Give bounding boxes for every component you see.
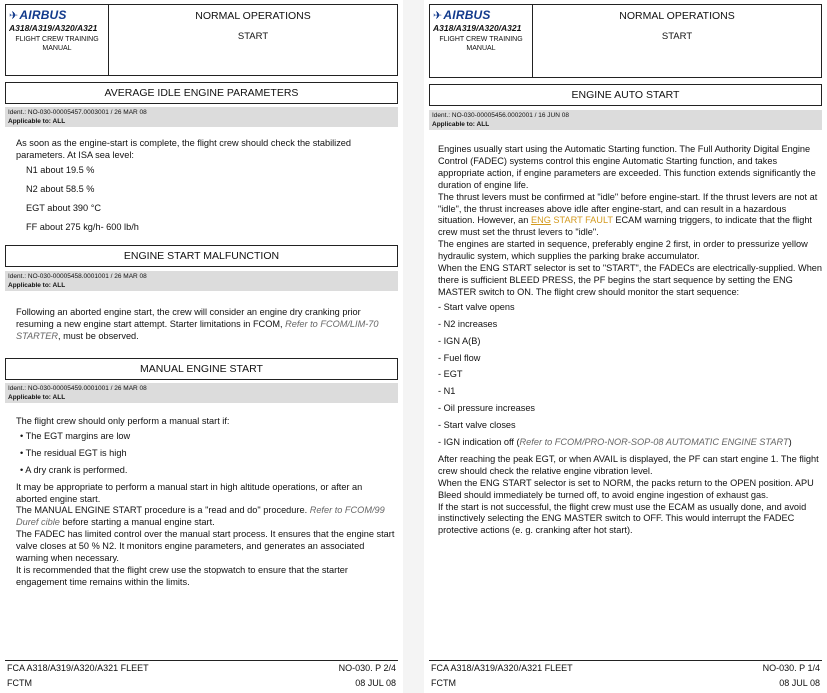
paragraph: The flight crew should only perform a manual start if: <box>16 416 230 426</box>
manual-name <box>9 35 105 53</box>
fcom-reference-link[interactable]: Refer to FCOM/99 Duref cible <box>16 505 385 528</box>
paragraph: The FADEC has limited control over the manual start process. It ensures that the engine start valve closes at 50 % N2. It monitors engine parameters, and generates an associated warning when necessary. <box>16 529 395 564</box>
list-item: - EGT <box>438 369 463 380</box>
list-item: • The residual EGT is high <box>20 447 127 458</box>
paragraph: The engines are started in sequence, preferably engine 2 first, in order to pressurize yellow hydraulic system, which supplies the parking brake accumulator. <box>438 239 808 262</box>
footer-doc: FCTM <box>431 678 456 688</box>
airbus-logo-icon: ✈ <box>433 9 443 22</box>
manual-line-1: FLIGHT CREW TRAINING <box>15 36 99 43</box>
list-item: • A dry crank is performed. <box>20 464 128 475</box>
sequence-text: N2 increases <box>443 318 498 329</box>
footer-page-number: NO-030. P 2/4 <box>338 663 396 673</box>
aircraft-models: A318/A319/A320/A321 <box>9 23 98 33</box>
ecam-warning-link[interactable] <box>531 215 613 225</box>
list-item: - Start valve closes <box>438 420 516 431</box>
list-item: - Oil pressure increases <box>438 403 536 414</box>
applicable-text: Applicable to: ALL <box>8 282 66 289</box>
page-footer <box>5 660 398 692</box>
header-brand-block <box>430 5 533 77</box>
manual-line-2: MANUAL <box>42 45 72 52</box>
header-title-block <box>109 5 397 75</box>
sequence-text: Fuel flow <box>443 352 481 363</box>
brand-text: AIRBUS <box>19 8 67 22</box>
text-span: The thrust levers must be confirmed at "idle" before engine-start. If the thrust levers are not at "idle", the thrust increases above idle after engine-start, and can result in a hazardous situation. However, an <box>438 191 818 226</box>
list-item: - IGN indication off (Refer to FCOM/PRO-NOR-SOP-08 AUTOMATIC ENGINE START) <box>438 437 792 448</box>
ident-text: Ident.: NO-030-00005456.0002001 / 16 JUN 08 <box>432 112 569 119</box>
ident-block <box>5 271 398 291</box>
list-item: - N1 <box>438 386 456 397</box>
paragraph: It is recommended that the flight crew use the stopwatch to ensure that the starter engagement time remains within the limits. <box>16 564 348 587</box>
text-span: before starting a manual engine start. <box>59 517 215 528</box>
list-item: - Fuel flow <box>438 352 481 363</box>
auto-start-body <box>438 144 823 537</box>
footer-fleet: FCA A318/A319/A320/A321 FLEET <box>7 663 149 673</box>
ident-text: Ident.: NO-030-00005458.0001001 / 26 MAR 08 <box>8 273 147 280</box>
paragraph: As soon as the engine-start is complete, the flight crew should check the stabilized parameters. At ISA sea level: <box>16 138 352 160</box>
manual-name <box>433 35 529 53</box>
idle-values-list <box>26 165 395 234</box>
page-left <box>0 0 403 693</box>
fcom-reference-link[interactable]: Refer to FCOM/LIM-70 STARTER <box>16 318 379 341</box>
sequence-text: N1 <box>443 386 456 397</box>
paragraph <box>438 192 823 240</box>
paragraph: It may be appropriate to perform a manual start in high altitude operations, or after an aborted engine start. <box>16 481 363 504</box>
bullet-list <box>20 431 395 477</box>
paragraph: If the start is not successful, the flight crew must use the ECAM as usually done, and avoid instinctively selecting the ENG MASTER switch to OFF. This would interrupt the FADEC protective actions (e. g. cranking after hot start). <box>438 501 807 536</box>
footer-doc: FCTM <box>7 678 32 688</box>
paragraph: When the ENG START selector is set to "START", the FADECs are electrically-supplied. When there is sufficient BLEED PRESS, the PF begins the start sequence by setting the ENG MASTER switch to ON. The flight crew should monitor the start sequence: <box>438 263 823 297</box>
ident-block <box>5 383 398 403</box>
applicable-text: Applicable to: ALL <box>432 121 490 128</box>
bullet-text: The EGT margins are low <box>25 430 131 441</box>
list-item: EGT about 390 °C <box>26 202 102 213</box>
start-sequence-list <box>438 302 823 449</box>
fcom-reference-link[interactable]: Refer to FCOM/PRO-NOR-SOP-08 AUTOMATIC ENGINE START <box>519 437 789 448</box>
sequence-text: Oil pressure increases <box>443 403 536 414</box>
section-heading-auto-start: ENGINE AUTO START <box>429 84 822 106</box>
list-item: N1 about 19.5 % <box>26 164 95 175</box>
footer-date: 08 JUL 08 <box>779 678 820 688</box>
list-item: FF about 275 kg/h- 600 lb/h <box>26 221 139 232</box>
subsection-title: START <box>237 31 269 42</box>
sequence-text: IGN indication off ( <box>443 437 520 448</box>
footer-fleet: FCA A318/A319/A320/A321 FLEET <box>431 663 573 673</box>
airbus-logo <box>433 8 529 22</box>
applicable-text: Applicable to: ALL <box>8 394 66 401</box>
paragraph: After reaching the peak EGT, or when AVAIL is displayed, the PF can start engine 1. The flight crew should check the relative engine vibration level. <box>438 453 819 476</box>
header-brand-block <box>6 5 109 75</box>
header-title-block <box>533 5 821 77</box>
footer-page-number: NO-030. P 1/4 <box>762 663 820 673</box>
airbus-logo <box>9 8 105 22</box>
subsection-title: START <box>661 31 693 42</box>
page-header <box>429 4 822 78</box>
section-heading-malfunction: ENGINE START MALFUNCTION <box>5 245 398 267</box>
paragraph: When the ENG START selector is set to NORM, the packs return to the OPEN position. APU Bleed should immediately be turned off, to avoid engine ingestion of exhaust gas. <box>438 477 814 500</box>
ident-block <box>5 107 398 127</box>
highlight-text: START FAULT <box>550 215 613 226</box>
applicable-text: Applicable to: ALL <box>8 118 66 125</box>
page-gutter <box>403 0 424 693</box>
ident-block <box>429 110 822 130</box>
sequence-text: Start valve closes <box>443 420 516 431</box>
malfunction-body <box>16 307 395 343</box>
list-item: • The EGT margins are low <box>20 430 131 441</box>
airbus-logo-icon: ✈ <box>9 9 19 22</box>
text-span: The MANUAL ENGINE START procedure is a "read and do" procedure. <box>16 505 310 516</box>
sequence-text: EGT <box>443 369 463 380</box>
bullet-text: The residual EGT is high <box>25 447 127 458</box>
section-title: NORMAL OPERATIONS <box>195 10 311 22</box>
text-span: ) <box>788 437 792 448</box>
highlight-text: ENG <box>530 215 551 226</box>
sequence-text: Start valve opens <box>443 301 515 312</box>
section-heading-manual-start: MANUAL ENGINE START <box>5 358 398 380</box>
section-title: NORMAL OPERATIONS <box>619 10 735 22</box>
text-span: Following an aborted engine start, the crew will consider an engine dry cranking prior resuming a new engine start attempt. Starter limitations in FCOM, <box>16 307 361 329</box>
paragraph: Engines usually start using the Automatic Starting function. The Full Authority Digital Engine Control (FADEC) systems control this engine Automatic Starting function, and takes appropriate action, if engine parameters are exceeded. This function extends significantly the duration of engine life. <box>438 144 816 190</box>
page-right <box>424 0 827 693</box>
page-header <box>5 4 398 76</box>
footer-date: 08 JUL 08 <box>355 678 396 688</box>
section-heading-avg-idle: AVERAGE IDLE ENGINE PARAMETERS <box>5 82 398 104</box>
text-span: ECAM warning triggers, to indicate that the flight crew must set the thrust levers to "idle". <box>438 215 812 238</box>
manual-start-body <box>16 416 395 589</box>
ident-text: Ident.: NO-030-00005457.0003001 / 26 MAR 08 <box>8 109 147 116</box>
paragraph <box>16 307 395 343</box>
list-item: - N2 increases <box>438 318 498 329</box>
manual-line-2: MANUAL <box>466 45 496 52</box>
page-footer <box>429 660 822 692</box>
list-item: - Start valve opens <box>438 301 515 312</box>
list-item: N2 about 58.5 % <box>26 183 95 194</box>
brand-text: AIRBUS <box>443 8 491 22</box>
aircraft-models: A318/A319/A320/A321 <box>433 23 522 33</box>
ident-text: Ident.: NO-030-00005459.0001001 / 26 MAR 08 <box>8 385 147 392</box>
list-item: - IGN A(B) <box>438 335 481 346</box>
avg-idle-body <box>16 138 395 240</box>
text-span: , must be observed. <box>58 330 139 341</box>
sequence-text: IGN A(B) <box>443 335 481 346</box>
bullet-text: A dry crank is performed. <box>25 464 128 475</box>
paragraph <box>16 505 395 529</box>
manual-line-1: FLIGHT CREW TRAINING <box>439 36 523 43</box>
